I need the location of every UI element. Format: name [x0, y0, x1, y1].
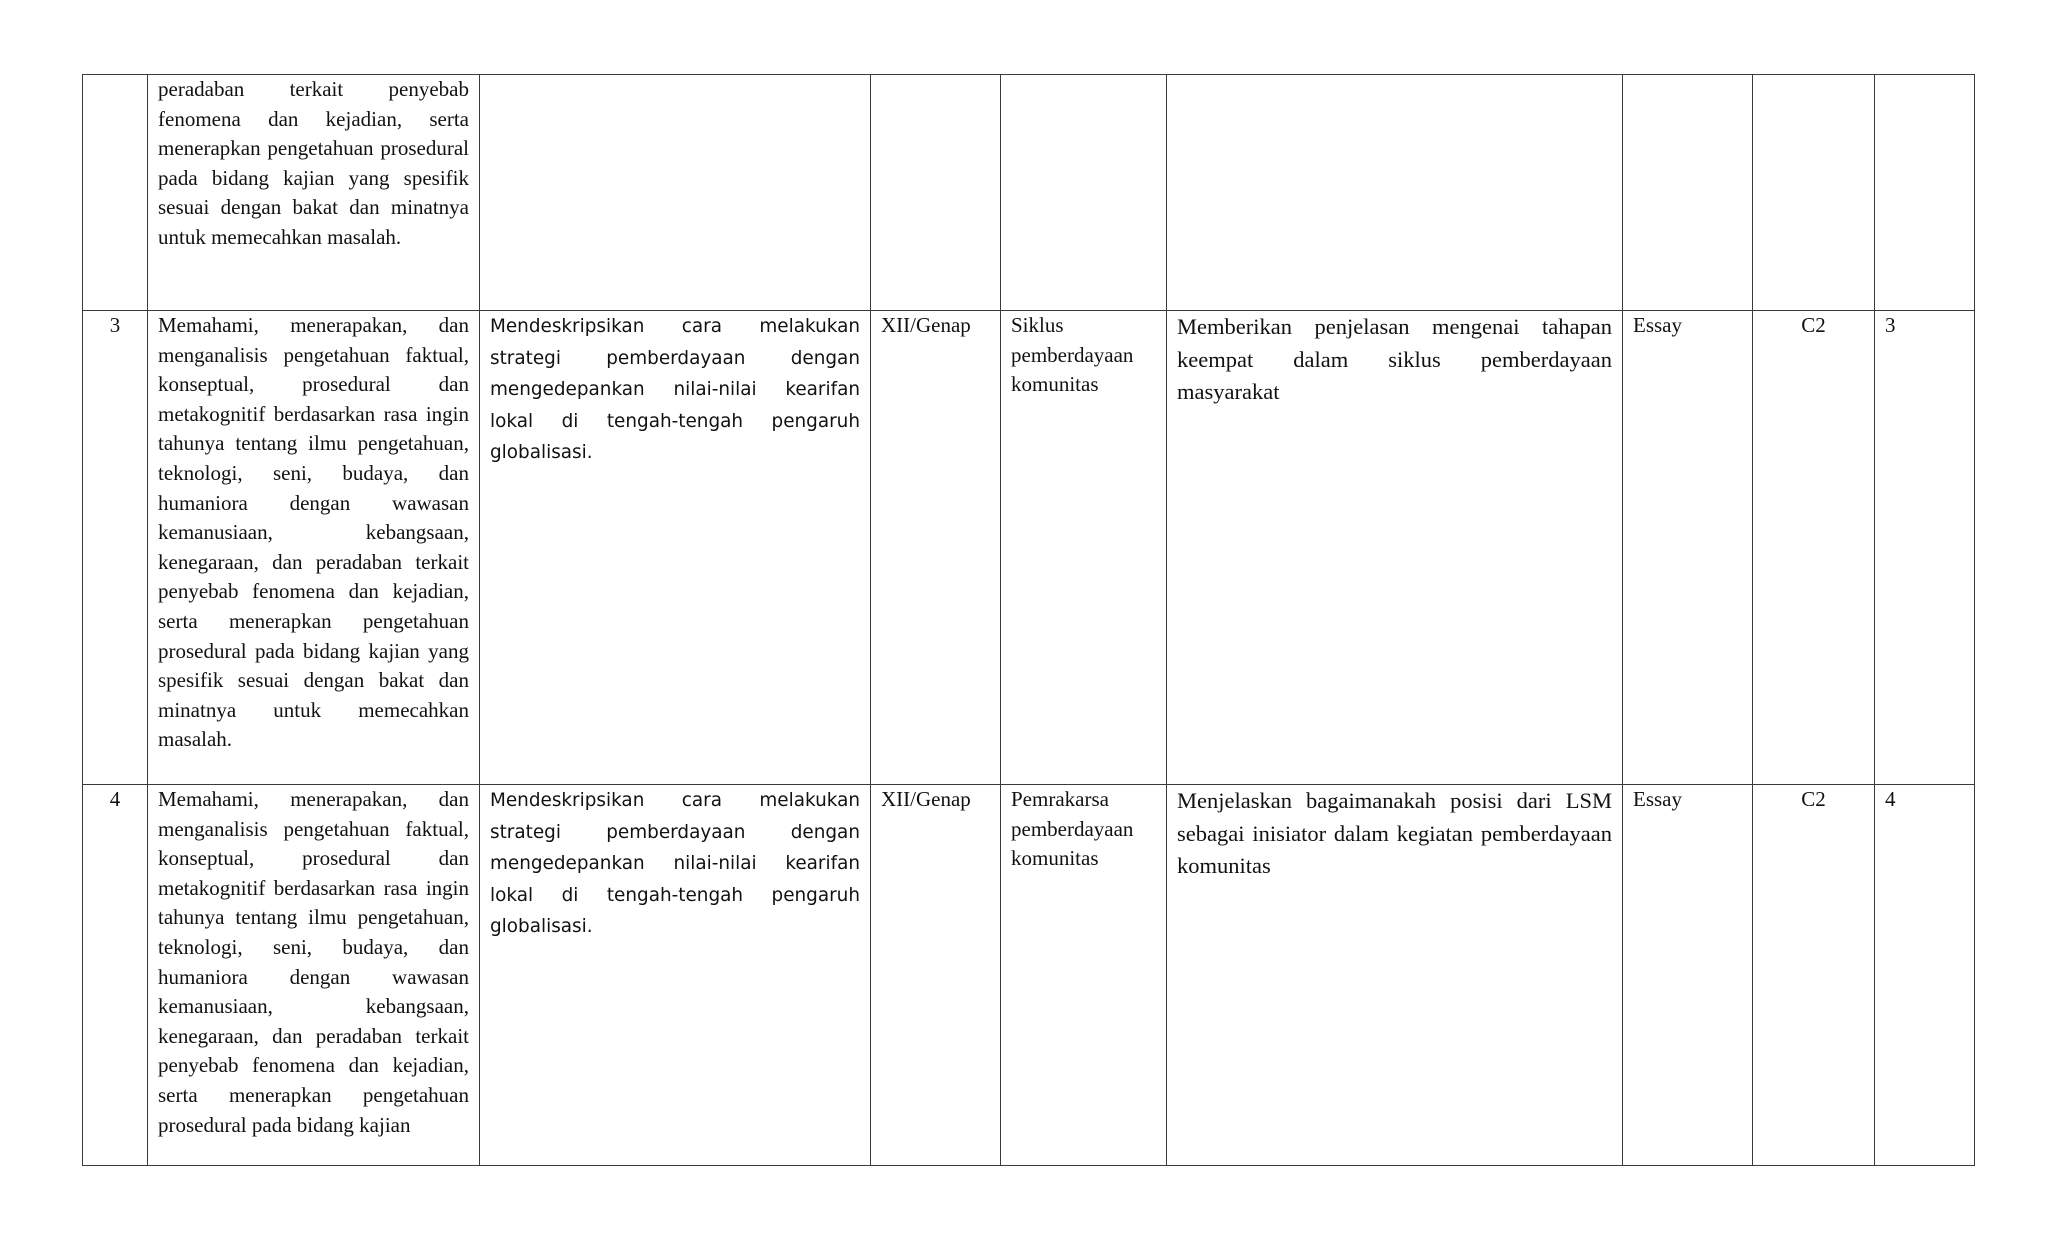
cell-nomor: 4: [1875, 785, 1975, 1166]
cell-materi: [1001, 75, 1167, 311]
table-row: [83, 75, 1975, 311]
cell-no: 4: [83, 785, 148, 1166]
cell-materi: Pemrakarsa pemberdayaan komunitas: [1001, 785, 1167, 1166]
cell-nomor: 3: [1875, 311, 1975, 785]
cell-kompetensi: Memahami, menerapakan, dan menganalisis pengetahuan faktual, konseptual, prosedural dan metakognitif berdasarkan rasa ingin tahunya tentang ilmu pengetahuan, teknologi, seni, budaya, dan humaniora dengan wawasan kemanusiaan, kebangsaan, kenegaraan, dan peradaban terkait penyebab fenomena dan kejadian, serta menerapkan pengetahuan prosedural pada bidang kajian: [148, 785, 480, 1166]
cell-kompetensi: Memahami, menerapakan, dan menganalisis pengetahuan faktual, konseptual, prosedural dan metakognitif berdasarkan rasa ingin tahunya tentang ilmu pengetahuan, teknologi, seni, budaya, dan humaniora dengan wawasan kemanusiaan, kebangsaan, kenegaraan, dan peradaban terkait penyebab fenomena dan kejadian, serta menerapkan pengetahuan prosedural pada bidang kajian yang spesifik sesuai dengan bakat dan minatnya untuk memecahkan masalah.: [148, 311, 480, 785]
cell-level: C2: [1753, 785, 1875, 1166]
cell-no: 3: [83, 311, 148, 785]
cell-soal: Menjelaskan bagaimanakah posisi dari LSM sebagai inisiator dalam kegiatan pemberdayaan komunitas: [1167, 785, 1623, 1166]
cell-kelas: [871, 75, 1001, 311]
cell-bentuk: [1623, 75, 1753, 311]
table-row: [83, 311, 1975, 785]
cell-indikator: Mendeskripsikan cara melakukan strategi pemberdayaan dengan mengedepankan nilai-nilai kearifan lokal di tengah-tengah pengaruh globalisasi.: [480, 785, 871, 1166]
cell-kelas: XII/Genap: [871, 311, 1001, 785]
cell-indikator: Mendeskripsikan cara melakukan strategi pemberdayaan dengan mengedepankan nilai-nilai kearifan lokal di tengah-tengah pengaruh globalisasi.: [480, 311, 871, 785]
cell-bentuk: Essay: [1623, 311, 1753, 785]
cell-nomor: [1875, 75, 1975, 311]
cell-kompetensi: peradaban terkait penyebab fenomena dan kejadian, serta menerapkan pengetahuan prosedural pada bidang kajian yang spesifik sesuai dengan bakat dan minatnya untuk memecahkan masalah.: [148, 75, 480, 311]
cell-level: [1753, 75, 1875, 311]
cell-no: [83, 75, 148, 311]
cell-soal: Memberikan penjelasan mengenai tahapan keempat dalam siklus pemberdayaan masyarakat: [1167, 311, 1623, 785]
cell-level: C2: [1753, 311, 1875, 785]
question-grid-table: [82, 74, 1975, 1166]
cell-soal: [1167, 75, 1623, 311]
cell-materi: Siklus pemberdayaan komunitas: [1001, 311, 1167, 785]
cell-indikator: [480, 75, 871, 311]
cell-kelas: XII/Genap: [871, 785, 1001, 1166]
table-row: [83, 785, 1975, 1166]
cell-bentuk: Essay: [1623, 785, 1753, 1166]
